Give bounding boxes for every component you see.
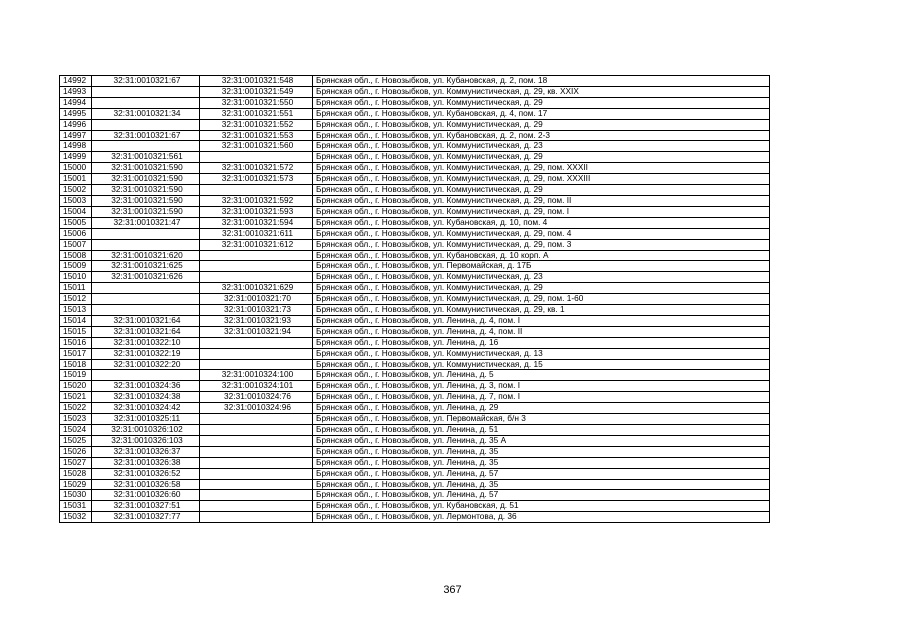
table-row bbox=[60, 392, 770, 403]
cadastral-number-cell: 32:31:0010321:64 bbox=[92, 326, 200, 337]
table-row bbox=[60, 141, 770, 152]
premises-cadastral-number-cell: 32:31:0010324:101 bbox=[200, 381, 313, 392]
row-number-cell: 15002 bbox=[60, 185, 92, 196]
table-row bbox=[60, 479, 770, 490]
table-row bbox=[60, 250, 770, 261]
premises-cadastral-number-cell: 32:31:0010321:94 bbox=[200, 326, 313, 337]
cadastral-number-cell: 32:31:0010321:590 bbox=[92, 174, 200, 185]
row-number-cell: 15015 bbox=[60, 326, 92, 337]
cadastral-number-cell bbox=[92, 294, 200, 305]
address-cell: Брянская обл., г. Новозыбков, ул. Ленина, д. 51 bbox=[313, 425, 770, 436]
address-cell: Брянская обл., г. Новозыбков, ул. Ленина, д. 57 bbox=[313, 468, 770, 479]
row-number-cell: 15011 bbox=[60, 283, 92, 294]
cadastral-number-cell: 32:31:0010326:103 bbox=[92, 435, 200, 446]
premises-cadastral-number-cell: 32:31:0010321:550 bbox=[200, 97, 313, 108]
row-number-cell: 15025 bbox=[60, 435, 92, 446]
address-cell: Брянская обл., г. Новозыбков, ул. Ленина, д. 5 bbox=[313, 370, 770, 381]
row-number-cell: 15017 bbox=[60, 348, 92, 359]
address-cell: Брянская обл., г. Новозыбков, ул. Ленина, д. 4, пом. I bbox=[313, 315, 770, 326]
premises-cadastral-number-cell: 32:31:0010321:573 bbox=[200, 174, 313, 185]
cadastral-number-cell: 32:31:0010321:590 bbox=[92, 185, 200, 196]
row-number-cell: 14992 bbox=[60, 76, 92, 87]
premises-cadastral-number-cell: 32:31:0010321:611 bbox=[200, 228, 313, 239]
cadastral-number-cell: 32:31:0010326:60 bbox=[92, 490, 200, 501]
address-cell: Брянская обл., г. Новозыбков, ул. Коммунистическая, д. 29 bbox=[313, 152, 770, 163]
row-number-cell: 15007 bbox=[60, 239, 92, 250]
address-cell: Брянская обл., г. Новозыбков, ул. Коммунистическая, д. 29, пом. II bbox=[313, 195, 770, 206]
cadastral-number-cell: 32:31:0010321:590 bbox=[92, 163, 200, 174]
premises-cadastral-number-cell bbox=[200, 425, 313, 436]
cadastral-number-cell bbox=[92, 370, 200, 381]
cadastral-number-cell: 32:31:0010326:37 bbox=[92, 446, 200, 457]
row-number-cell: 15019 bbox=[60, 370, 92, 381]
address-cell: Брянская обл., г. Новозыбков, ул. Ленина, д. 16 bbox=[313, 337, 770, 348]
table-row bbox=[60, 403, 770, 414]
premises-cadastral-number-cell: 32:31:0010324:96 bbox=[200, 403, 313, 414]
premises-cadastral-number-cell: 32:31:0010321:572 bbox=[200, 163, 313, 174]
row-number-cell: 15028 bbox=[60, 468, 92, 479]
address-cell: Брянская обл., г. Новозыбков, ул. Лермонтова, д. 36 bbox=[313, 512, 770, 523]
row-number-cell: 15029 bbox=[60, 479, 92, 490]
address-cell: Брянская обл., г. Новозыбков, ул. Ленина, д. 29 bbox=[313, 403, 770, 414]
table-row bbox=[60, 359, 770, 370]
address-cell: Брянская обл., г. Новозыбков, ул. Кубановская, д. 10, пом. 4 bbox=[313, 217, 770, 228]
premises-cadastral-number-cell bbox=[200, 152, 313, 163]
row-number-cell: 15022 bbox=[60, 403, 92, 414]
premises-cadastral-number-cell bbox=[200, 490, 313, 501]
table-row bbox=[60, 108, 770, 119]
address-cell: Брянская обл., г. Новозыбков, ул. Коммунистическая, д. 29, пом. 1-60 bbox=[313, 294, 770, 305]
address-cell: Брянская обл., г. Новозыбков, ул. Коммунистическая, д. 23 bbox=[313, 141, 770, 152]
cadastral-number-cell: 32:31:0010321:34 bbox=[92, 108, 200, 119]
premises-cadastral-number-cell: 32:31:0010321:548 bbox=[200, 76, 313, 87]
premises-cadastral-number-cell: 32:31:0010321:552 bbox=[200, 119, 313, 130]
row-number-cell: 15020 bbox=[60, 381, 92, 392]
premises-cadastral-number-cell bbox=[200, 337, 313, 348]
premises-cadastral-number-cell bbox=[200, 359, 313, 370]
address-cell: Брянская обл., г. Новозыбков, ул. Коммунистическая, д. 29, пом. 4 bbox=[313, 228, 770, 239]
address-cell: Брянская обл., г. Новозыбков, ул. Кубановская, д. 2, пом. 18 bbox=[313, 76, 770, 87]
row-number-cell: 15006 bbox=[60, 228, 92, 239]
address-cell: Брянская обл., г. Новозыбков, ул. Ленина, д. 35 А bbox=[313, 435, 770, 446]
table-row bbox=[60, 435, 770, 446]
cadastral-number-cell: 32:31:0010321:67 bbox=[92, 130, 200, 141]
address-cell: Брянская обл., г. Новозыбков, ул. Кубановская, д. 10 корп. А bbox=[313, 250, 770, 261]
cadastral-number-cell bbox=[92, 141, 200, 152]
premises-cadastral-number-cell bbox=[200, 446, 313, 457]
address-cell: Брянская обл., г. Новозыбков, ул. Коммунистическая, д. 29, пом. XXXIII bbox=[313, 174, 770, 185]
table-row bbox=[60, 446, 770, 457]
table-row bbox=[60, 468, 770, 479]
table-row bbox=[60, 119, 770, 130]
table-row bbox=[60, 305, 770, 316]
premises-cadastral-number-cell: 32:31:0010321:592 bbox=[200, 195, 313, 206]
address-cell: Брянская обл., г. Новозыбков, ул. Коммунистическая, д. 29, кв. 1 bbox=[313, 305, 770, 316]
premises-cadastral-number-cell bbox=[200, 250, 313, 261]
row-number-cell: 15012 bbox=[60, 294, 92, 305]
address-cell: Брянская обл., г. Новозыбков, ул. Ленина, д. 35 bbox=[313, 457, 770, 468]
address-cell: Брянская обл., г. Новозыбков, ул. Коммунистическая, д. 29 bbox=[313, 185, 770, 196]
premises-cadastral-number-cell: 32:31:0010324:76 bbox=[200, 392, 313, 403]
row-number-cell: 15014 bbox=[60, 315, 92, 326]
row-number-cell: 15026 bbox=[60, 446, 92, 457]
address-cell: Брянская обл., г. Новозыбков, ул. Кубановская, д. 51 bbox=[313, 501, 770, 512]
address-cell: Брянская обл., г. Новозыбков, ул. Коммунистическая, д. 29 bbox=[313, 119, 770, 130]
cadastral-number-cell: 32:31:0010322:20 bbox=[92, 359, 200, 370]
cadastral-number-cell bbox=[92, 97, 200, 108]
table-row bbox=[60, 86, 770, 97]
cadastral-number-cell bbox=[92, 86, 200, 97]
row-number-cell: 14997 bbox=[60, 130, 92, 141]
table-row bbox=[60, 348, 770, 359]
row-number-cell: 14999 bbox=[60, 152, 92, 163]
table-row bbox=[60, 76, 770, 87]
address-cell: Брянская обл., г. Новозыбков, ул. Ленина, д. 35 bbox=[313, 446, 770, 457]
table-row bbox=[60, 457, 770, 468]
cadastral-number-cell: 32:31:0010321:64 bbox=[92, 315, 200, 326]
row-number-cell: 15021 bbox=[60, 392, 92, 403]
cadastral-table bbox=[59, 75, 770, 523]
address-cell: Брянская обл., г. Новозыбков, ул. Ленина, д. 4, пом. II bbox=[313, 326, 770, 337]
table-row bbox=[60, 217, 770, 228]
premises-cadastral-number-cell bbox=[200, 501, 313, 512]
cadastral-number-cell: 32:31:0010322:10 bbox=[92, 337, 200, 348]
cadastral-number-cell: 32:31:0010327:77 bbox=[92, 512, 200, 523]
table-row bbox=[60, 381, 770, 392]
table-row bbox=[60, 239, 770, 250]
cadastral-number-cell bbox=[92, 228, 200, 239]
table-row bbox=[60, 501, 770, 512]
premises-cadastral-number-cell bbox=[200, 468, 313, 479]
address-cell: Брянская обл., г. Новозыбков, ул. Первомайская, б/н 3 bbox=[313, 414, 770, 425]
address-cell: Брянская обл., г. Новозыбков, ул. Кубановская, д. 2, пом. 2-3 bbox=[313, 130, 770, 141]
row-number-cell: 14996 bbox=[60, 119, 92, 130]
cadastral-number-cell: 32:31:0010321:625 bbox=[92, 261, 200, 272]
table-row bbox=[60, 206, 770, 217]
row-number-cell: 15023 bbox=[60, 414, 92, 425]
table-row bbox=[60, 174, 770, 185]
cadastral-number-cell: 32:31:0010326:38 bbox=[92, 457, 200, 468]
row-number-cell: 15027 bbox=[60, 457, 92, 468]
address-cell: Брянская обл., г. Новозыбков, ул. Коммунистическая, д. 29, кв. XXIX bbox=[313, 86, 770, 97]
address-cell: Брянская обл., г. Новозыбков, ул. Ленина, д. 57 bbox=[313, 490, 770, 501]
address-cell: Брянская обл., г. Новозыбков, ул. Коммунистическая, д. 13 bbox=[313, 348, 770, 359]
premises-cadastral-number-cell bbox=[200, 479, 313, 490]
cadastral-number-cell: 32:31:0010321:561 bbox=[92, 152, 200, 163]
premises-cadastral-number-cell: 32:31:0010321:93 bbox=[200, 315, 313, 326]
address-cell: Брянская обл., г. Новозыбков, ул. Коммунистическая, д. 29 bbox=[313, 283, 770, 294]
table-row bbox=[60, 163, 770, 174]
premises-cadastral-number-cell: 32:31:0010321:549 bbox=[200, 86, 313, 97]
address-cell: Брянская обл., г. Новозыбков, ул. Ленина, д. 7, пом. I bbox=[313, 392, 770, 403]
table-row bbox=[60, 152, 770, 163]
cadastral-table-body bbox=[60, 76, 770, 523]
premises-cadastral-number-cell bbox=[200, 457, 313, 468]
cadastral-number-cell: 32:31:0010321:590 bbox=[92, 195, 200, 206]
premises-cadastral-number-cell: 32:31:0010324:100 bbox=[200, 370, 313, 381]
address-cell: Брянская обл., г. Новозыбков, ул. Коммунистическая, д. 29 bbox=[313, 97, 770, 108]
cadastral-number-cell: 32:31:0010326:102 bbox=[92, 425, 200, 436]
row-number-cell: 14993 bbox=[60, 86, 92, 97]
table-row bbox=[60, 370, 770, 381]
cadastral-number-cell: 32:31:0010325:11 bbox=[92, 414, 200, 425]
table-row bbox=[60, 228, 770, 239]
cadastral-number-cell: 32:31:0010327:51 bbox=[92, 501, 200, 512]
address-cell: Брянская обл., г. Новозыбков, ул. Коммунистическая, д. 15 bbox=[313, 359, 770, 370]
cadastral-number-cell: 32:31:0010321:626 bbox=[92, 272, 200, 283]
row-number-cell: 15004 bbox=[60, 206, 92, 217]
table-row bbox=[60, 283, 770, 294]
table-row bbox=[60, 272, 770, 283]
row-number-cell: 15018 bbox=[60, 359, 92, 370]
row-number-cell: 15005 bbox=[60, 217, 92, 228]
cadastral-number-cell: 32:31:0010326:52 bbox=[92, 468, 200, 479]
cadastral-number-cell: 32:31:0010321:590 bbox=[92, 206, 200, 217]
cadastral-number-cell bbox=[92, 239, 200, 250]
table-row bbox=[60, 425, 770, 436]
table-row bbox=[60, 195, 770, 206]
premises-cadastral-number-cell: 32:31:0010321:629 bbox=[200, 283, 313, 294]
row-number-cell: 15030 bbox=[60, 490, 92, 501]
row-number-cell: 15024 bbox=[60, 425, 92, 436]
premises-cadastral-number-cell: 32:31:0010321:70 bbox=[200, 294, 313, 305]
cadastral-number-cell: 32:31:0010326:58 bbox=[92, 479, 200, 490]
address-cell: Брянская обл., г. Новозыбков, ул. Ленина, д. 35 bbox=[313, 479, 770, 490]
table-row bbox=[60, 490, 770, 501]
cadastral-number-cell bbox=[92, 283, 200, 294]
row-number-cell: 15008 bbox=[60, 250, 92, 261]
premises-cadastral-number-cell bbox=[200, 435, 313, 446]
cadastral-number-cell bbox=[92, 305, 200, 316]
table-row bbox=[60, 414, 770, 425]
premises-cadastral-number-cell: 32:31:0010321:593 bbox=[200, 206, 313, 217]
premises-cadastral-number-cell: 32:31:0010321:612 bbox=[200, 239, 313, 250]
address-cell: Брянская обл., г. Новозыбков, ул. Коммунистическая, д. 29, пом. XXXII bbox=[313, 163, 770, 174]
premises-cadastral-number-cell bbox=[200, 348, 313, 359]
row-number-cell: 15013 bbox=[60, 305, 92, 316]
row-number-cell: 15032 bbox=[60, 512, 92, 523]
address-cell: Брянская обл., г. Новозыбков, ул. Коммунистическая, д. 29, пом. 3 bbox=[313, 239, 770, 250]
premises-cadastral-number-cell bbox=[200, 414, 313, 425]
premises-cadastral-number-cell: 32:31:0010321:553 bbox=[200, 130, 313, 141]
premises-cadastral-number-cell bbox=[200, 185, 313, 196]
premises-cadastral-number-cell bbox=[200, 272, 313, 283]
premises-cadastral-number-cell: 32:31:0010321:551 bbox=[200, 108, 313, 119]
premises-cadastral-number-cell: 32:31:0010321:560 bbox=[200, 141, 313, 152]
cadastral-number-cell: 32:31:0010321:620 bbox=[92, 250, 200, 261]
row-number-cell: 15016 bbox=[60, 337, 92, 348]
row-number-cell: 14998 bbox=[60, 141, 92, 152]
row-number-cell: 15001 bbox=[60, 174, 92, 185]
table-row bbox=[60, 185, 770, 196]
address-cell: Брянская обл., г. Новозыбков, ул. Коммунистическая, д. 29, пом. I bbox=[313, 206, 770, 217]
premises-cadastral-number-cell bbox=[200, 512, 313, 523]
page-number: 367 bbox=[443, 584, 462, 596]
table-row bbox=[60, 261, 770, 272]
cadastral-number-cell bbox=[92, 119, 200, 130]
premises-cadastral-number-cell: 32:31:0010321:73 bbox=[200, 305, 313, 316]
table-row bbox=[60, 97, 770, 108]
table-row bbox=[60, 326, 770, 337]
table-row bbox=[60, 294, 770, 305]
row-number-cell: 15000 bbox=[60, 163, 92, 174]
cadastral-number-cell: 32:31:0010324:42 bbox=[92, 403, 200, 414]
row-number-cell: 15010 bbox=[60, 272, 92, 283]
premises-cadastral-number-cell: 32:31:0010321:594 bbox=[200, 217, 313, 228]
address-cell: Брянская обл., г. Новозыбков, ул. Первомайская, д. 17Б bbox=[313, 261, 770, 272]
cadastral-number-cell: 32:31:0010324:38 bbox=[92, 392, 200, 403]
cadastral-number-cell: 32:31:0010324:36 bbox=[92, 381, 200, 392]
table-row bbox=[60, 337, 770, 348]
address-cell: Брянская обл., г. Новозыбков, ул. Коммунистическая, д. 23 bbox=[313, 272, 770, 283]
cadastral-number-cell: 32:31:0010321:67 bbox=[92, 76, 200, 87]
row-number-cell: 15031 bbox=[60, 501, 92, 512]
address-cell: Брянская обл., г. Новозыбков, ул. Кубановская, д. 4, пом. 17 bbox=[313, 108, 770, 119]
table-row bbox=[60, 130, 770, 141]
address-cell: Брянская обл., г. Новозыбков, ул. Ленина, д. 3, пом. I bbox=[313, 381, 770, 392]
row-number-cell: 14995 bbox=[60, 108, 92, 119]
row-number-cell: 15009 bbox=[60, 261, 92, 272]
row-number-cell: 15003 bbox=[60, 195, 92, 206]
table-row bbox=[60, 315, 770, 326]
cadastral-number-cell: 32:31:0010321:47 bbox=[92, 217, 200, 228]
row-number-cell: 14994 bbox=[60, 97, 92, 108]
premises-cadastral-number-cell bbox=[200, 261, 313, 272]
table-row bbox=[60, 512, 770, 523]
cadastral-number-cell: 32:31:0010322:19 bbox=[92, 348, 200, 359]
